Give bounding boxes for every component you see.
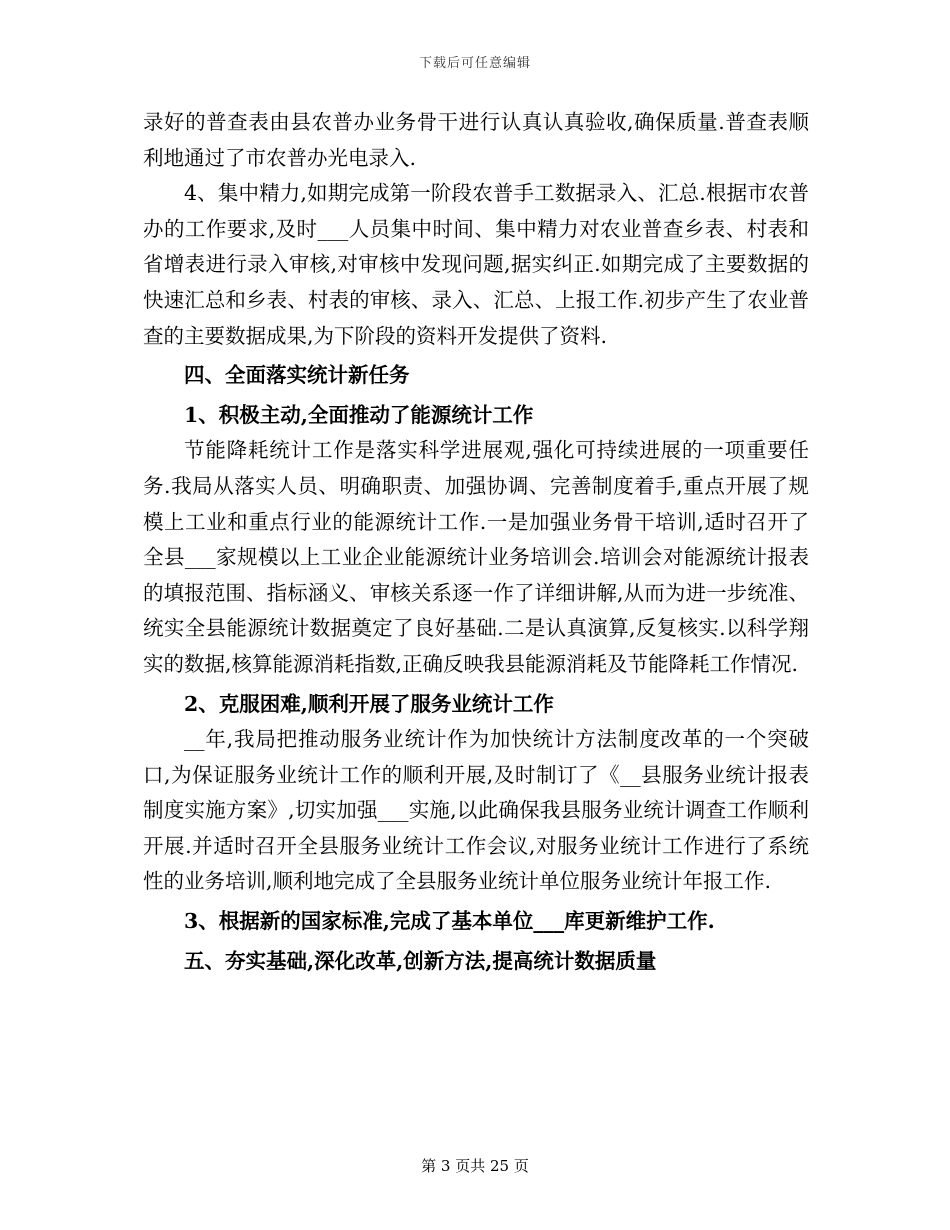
paragraph-energy-statistics: 节能降耗统计工作是落实科学进展观,强化可持续进展的一项重要任务.我局从落实人员、明确职责、加强协调、完善制度着手,重点开展了规模上工业和重点行业的能源统计工作.一是加强业务骨干培训,适时召开了全县___家规模以上工业企业能源统计业务培训会.培训会对能源统计报表的填报范围、指标涵义、审核关系逐一作了详细讲解,从而为进一步统准、统实全县能源统计数据奠定了良好基础.二是认真演算,反复核实.以科学翔实的数据,核算能源消耗指数,正确反映我县能源消耗及节能降耗工作情况. — [143, 438, 809, 676]
page-header: 下载后可任意编辑 — [418, 56, 531, 71]
subheading-energy-statistics: 1、积极主动,全面推动了能源统计工作 — [184, 402, 534, 427]
page-footer: 第 3 页共 25 页 — [421, 1157, 529, 1175]
document-body — [143, 105, 809, 979]
paragraph-continued: 录好的普查表由县农普办业务骨干进行认真认真验收,确保质量.普查表顺利地通过了市农普办光电录入. — [143, 110, 809, 170]
paragraph-service-statistics: __年,我局把推动服务业统计作为加快统计方法制度改革的一个突破口,为保证服务业统计工作的顺利开展,及时制订了《__县服务业统计报表制度实施方案》,切实加强___实施,以此确保我县服务业统计调查工作顺利开展.并适时召开全县服务业统计工作会议,对服务业统计工作进行了系统性的业务培训,顺利地完成了全县服务业统计单位服务业统计年报工作. — [143, 727, 809, 894]
paragraph-data-entry: 4、集中精力,如期完成第一阶段农普手工数据录入、汇总.根据市农普办的工作要求,及时___人员集中时间、集中精力对农业普查乡表、村表和省增表进行录入审核,对审核中发现问题,据实纠正.如期完成了主要数据的快速汇总和乡表、村表的审核、录入、汇总、上报工作.初步产生了农业普查的主要数据成果,为下阶段的资料开发提供了资料. — [143, 181, 809, 348]
section-heading-5: 五、夯实基础,深化改革,创新方法,提高统计数据质量 — [184, 948, 657, 973]
section-heading-4: 四、全面落实统计新任务 — [184, 363, 410, 388]
subheading-basic-unit-database: 3、根据新的国家标准,完成了基本单位___库更新维护工作. — [184, 909, 715, 934]
subheading-service-statistics: 2、克服困难,顺利开展了服务业统计工作 — [184, 691, 554, 716]
